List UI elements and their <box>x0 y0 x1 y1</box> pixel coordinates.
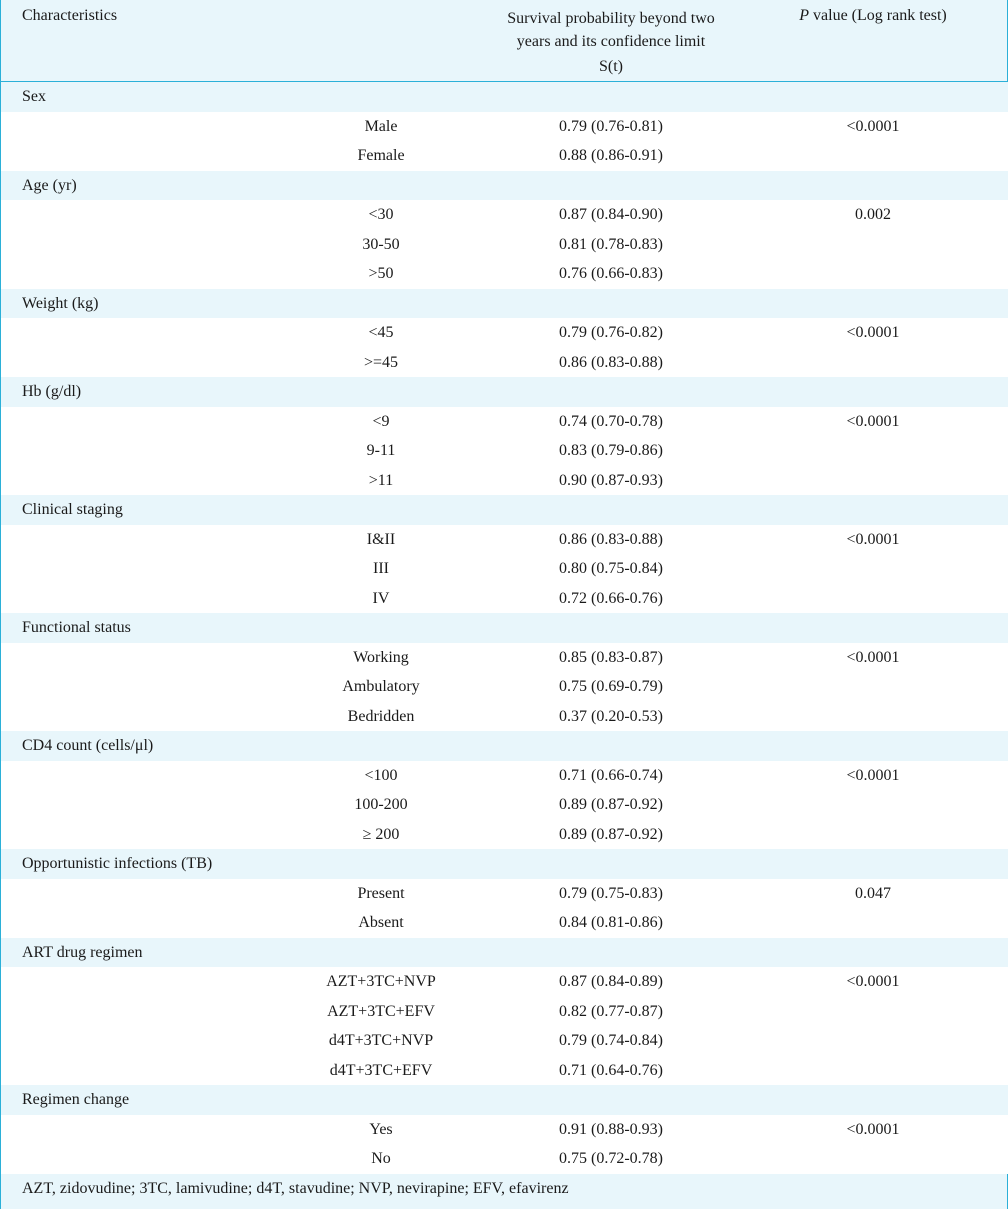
subgroup-label: <100 <box>364 766 398 784</box>
survival-value: 0.86 (0.83-0.88) <box>559 353 663 371</box>
header-p-italic: P <box>799 7 810 24</box>
subgroup-label: Ambulatory <box>342 678 420 695</box>
subgroup-label: IV <box>372 589 390 607</box>
p-value: <0.0001 <box>846 648 900 666</box>
subgroup-label: Yes <box>369 1120 393 1138</box>
survival-value: 0.88 (0.86-0.91) <box>559 147 663 164</box>
category-row <box>1 495 1008 525</box>
category-label: Age (yr) <box>22 176 77 194</box>
table-row <box>1 525 1008 555</box>
table-row <box>1 584 1008 614</box>
subgroup-label: <30 <box>368 206 394 223</box>
subgroup-label: >11 <box>368 471 394 489</box>
category-row <box>1 613 1008 643</box>
header-characteristics: Characteristics <box>22 7 118 24</box>
category-row <box>1 731 1008 761</box>
p-value: <0.0001 <box>846 1120 900 1138</box>
footnote: AZT, zidovudine; 3TC, lamivudine; d4T, stavudine; NVP, nevirapine; EFV, efavirenz <box>22 1180 569 1197</box>
category-label: Hb (g/dl) <box>22 383 82 400</box>
table-row <box>1 643 1008 673</box>
table-row <box>1 436 1008 466</box>
table-row <box>1 407 1008 437</box>
category-label: Sex <box>22 88 46 105</box>
survival-value: 0.79 (0.74-0.84) <box>559 1032 663 1049</box>
table-row <box>1 466 1008 496</box>
subgroup-label: <45 <box>368 324 394 341</box>
table-row <box>1 200 1008 230</box>
table-row <box>1 908 1008 938</box>
table-row <box>1 554 1008 584</box>
p-value: 0.047 <box>855 884 891 902</box>
category-row <box>1 377 1008 407</box>
table-row <box>1 318 1008 348</box>
subgroup-label: III <box>373 560 389 577</box>
category-label: ART drug regimen <box>22 943 143 961</box>
category-label: Clinical staging <box>22 501 123 518</box>
survival-value: 0.75 (0.69-0.79) <box>559 678 663 695</box>
p-value: <0.0001 <box>846 412 900 430</box>
survival-value: 0.87 (0.84-0.90) <box>559 206 663 223</box>
survival-value: 0.80 (0.75-0.84) <box>559 560 663 577</box>
subgroup-label: >50 <box>368 265 394 282</box>
subgroup-label: ≥ 200 <box>362 825 400 843</box>
category-label: Regimen change <box>22 1091 130 1108</box>
survival-value: 0.86 (0.83-0.88) <box>559 530 663 548</box>
subgroup-label: 100-200 <box>354 796 408 813</box>
category-label: Weight (kg) <box>22 294 99 312</box>
category-row <box>1 849 1008 879</box>
p-value: <0.0001 <box>846 324 900 341</box>
subgroup-label: d4T+3TC+EFV <box>329 1061 433 1079</box>
subgroup-label: 9-11 <box>366 442 396 459</box>
survival-value: 0.83 (0.79-0.86) <box>559 442 663 459</box>
table-row <box>1 672 1008 702</box>
subgroup-label: Present <box>357 884 405 902</box>
survival-value: 0.72 (0.66-0.76) <box>559 589 663 607</box>
table-header <box>1 0 1008 82</box>
p-value: <0.0001 <box>846 766 900 784</box>
table-row <box>1 259 1008 289</box>
table-row <box>1 790 1008 820</box>
table-row <box>1 879 1008 909</box>
table-row <box>1 702 1008 732</box>
subgroup-label: No <box>371 1150 391 1167</box>
header-survival: Survival probability beyond two years and its confidence limit <box>507 10 715 50</box>
p-value: <0.0001 <box>846 530 900 548</box>
subgroup-label: Female <box>357 147 405 164</box>
table-row <box>1 1026 1008 1056</box>
table-row <box>1 141 1008 171</box>
subgroup-label: Absent <box>358 914 404 931</box>
survival-value: 0.74 (0.70-0.78) <box>559 412 663 430</box>
category-label: Functional status <box>22 619 131 636</box>
category-row <box>1 938 1008 968</box>
subgroup-label: d4T+3TC+NVP <box>328 1032 434 1049</box>
table-row <box>1 230 1008 260</box>
subgroup-label: Working <box>353 648 409 666</box>
survival-value: 0.81 (0.78-0.83) <box>559 235 663 253</box>
survival-value: 0.82 (0.77-0.87) <box>559 1002 663 1020</box>
survival-value: 0.75 (0.72-0.78) <box>559 1150 663 1167</box>
table-row <box>1 1056 1008 1086</box>
p-value: <0.0001 <box>846 117 900 135</box>
table-row <box>1 112 1008 142</box>
survival-value: 0.79 (0.75-0.83) <box>559 884 663 902</box>
category-row <box>1 1085 1008 1115</box>
survival-value: 0.91 (0.88-0.93) <box>559 1120 663 1138</box>
survival-value: 0.90 (0.87-0.93) <box>559 471 663 489</box>
table-row <box>1 820 1008 850</box>
subgroup-label: AZT+3TC+NVP <box>326 973 436 990</box>
category-row <box>1 82 1008 112</box>
category-row <box>1 289 1008 319</box>
survival-value: 0.89 (0.87-0.92) <box>559 796 663 813</box>
category-label: Opportunistic infections (TB) <box>22 855 213 872</box>
p-value: <0.0001 <box>846 973 900 990</box>
p-value: 0.002 <box>855 206 891 223</box>
survival-value: 0.85 (0.83-0.87) <box>559 648 663 666</box>
survival-value: 0.76 (0.66-0.83) <box>559 265 663 282</box>
survival-value: 0.71 (0.66-0.74) <box>559 766 663 784</box>
survival-value: 0.84 (0.81-0.86) <box>559 914 663 931</box>
survival-value: 0.79 (0.76-0.81) <box>559 117 663 135</box>
subgroup-label: Bedridden <box>347 707 415 725</box>
category-row <box>1 171 1008 201</box>
subgroup-label: >=45 <box>363 353 399 371</box>
subgroup-label: <9 <box>372 412 390 430</box>
header-p-rest: value (Log rank test) <box>809 7 947 24</box>
subgroup-label: 30-50 <box>362 235 400 253</box>
table-row <box>1 997 1008 1027</box>
table-row <box>1 348 1008 378</box>
header-st: S(t) <box>599 58 623 75</box>
survival-value: 0.79 (0.76-0.82) <box>559 324 663 341</box>
survival-value: 0.87 (0.84-0.89) <box>559 973 663 990</box>
survival-value: 0.37 (0.20-0.53) <box>559 707 663 725</box>
header-p-value <box>783 7 963 25</box>
category-label: CD4 count (cells/μl) <box>22 737 154 754</box>
table-row <box>1 1144 1008 1174</box>
table-row <box>1 761 1008 791</box>
subgroup-label: Male <box>364 117 398 135</box>
subgroup-label: I&II <box>366 530 396 548</box>
table-body <box>1 82 1008 1174</box>
table-row <box>1 1115 1008 1145</box>
survival-value: 0.71 (0.64-0.76) <box>559 1061 663 1079</box>
survival-value: 0.89 (0.87-0.92) <box>559 825 663 843</box>
subgroup-label: AZT+3TC+EFV <box>327 1002 435 1020</box>
table-row <box>1 967 1008 997</box>
